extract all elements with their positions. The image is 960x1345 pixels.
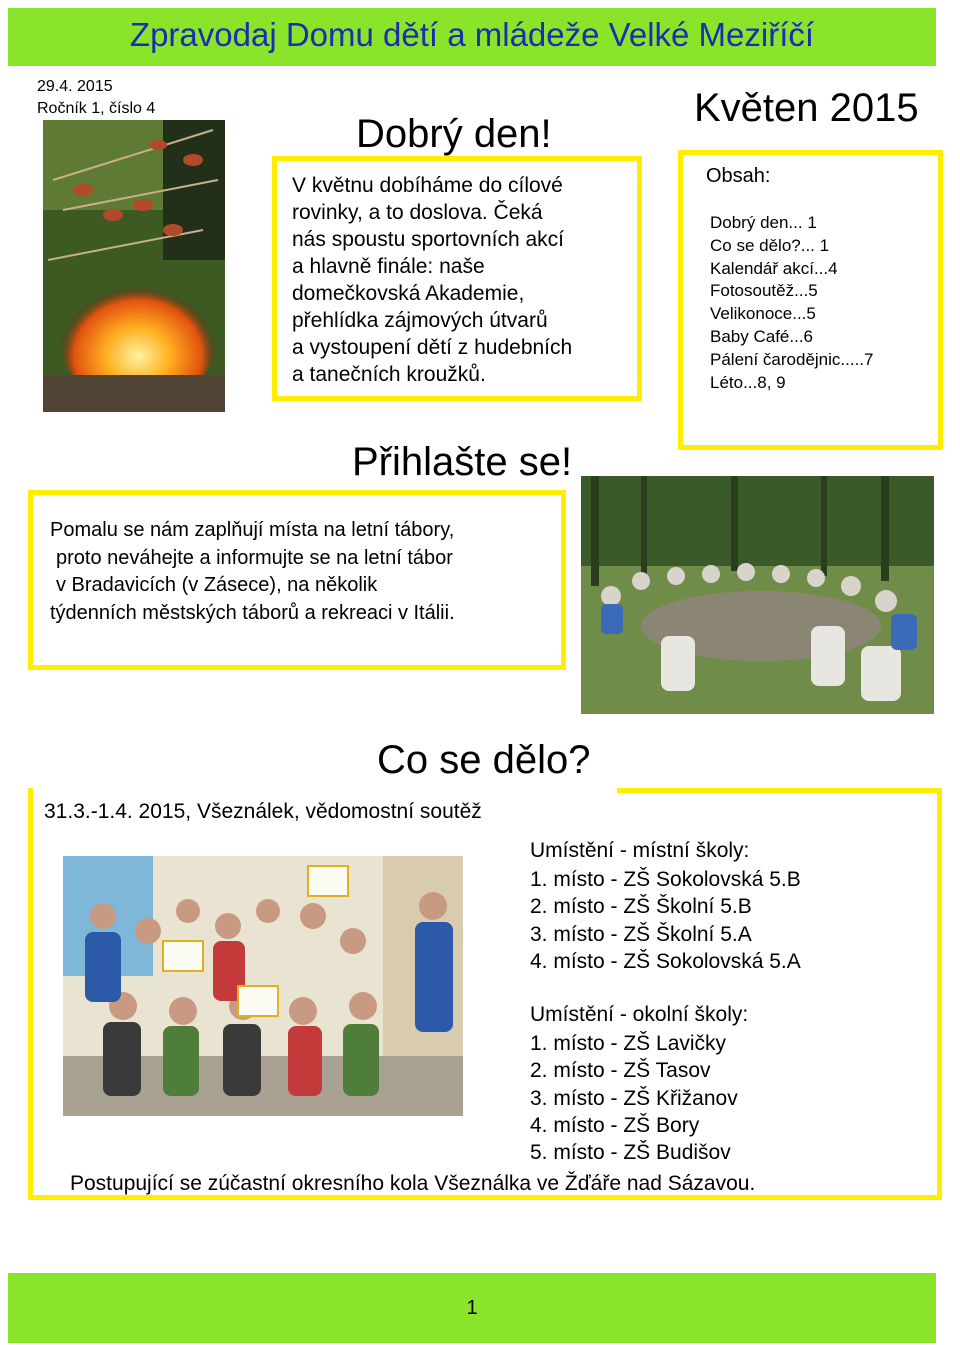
intro-line: rovinky, a to doslova. Čeká	[292, 201, 543, 224]
intro-heading: Dobrý den!	[356, 112, 552, 156]
result-item: 2. místo - ZŠ Tasov	[530, 1059, 711, 1083]
toc-item[interactable]: Co se dělo?... 1	[710, 235, 830, 255]
intro-text	[292, 172, 572, 388]
signup-line: v Bradavicích (v Zásece), na několik	[56, 574, 378, 596]
toc-item[interactable]: Baby Café...6	[710, 326, 814, 346]
events-footer-note: Postupující se zúčastní okresního kola Všeználka ve Žďáře nad Sázavou.	[70, 1172, 756, 1195]
result-item: 4. místo - ZŠ Bory	[530, 1113, 700, 1137]
events-subheading: 31.3.-1.4. 2015, Všeználek, vědomostní soutěž	[44, 800, 482, 823]
result-item: 4. místo - ZŠ Sokolovská 5.A	[530, 949, 801, 973]
regional-results-list	[530, 1030, 738, 1166]
intro-line: a hlavně finále: naše	[292, 255, 485, 278]
result-item: 1. místo - ZŠ Sokolovská 5.B	[530, 868, 801, 891]
toc-item[interactable]: Fotosoutěž...5	[710, 281, 818, 301]
toc-item[interactable]: Pálení čarodějnic.....7	[710, 349, 874, 369]
toc-heading: Obsah:	[706, 165, 771, 187]
result-item: 1. místo - ZŠ Lavičky	[530, 1032, 727, 1055]
intro-line: přehlídka zájmových útvarů	[292, 309, 548, 332]
intro-line: a tanečních kroužků.	[292, 363, 486, 386]
toc-item[interactable]: Kalendář akcí...4	[710, 258, 838, 278]
result-item: 3. místo - ZŠ Křižanov	[530, 1086, 738, 1110]
local-results-title: Umístění - místní školy:	[530, 839, 750, 862]
toc-item[interactable]: Velikonoce...5	[710, 304, 816, 324]
intro-line: a vystoupení dětí z hudebních	[292, 336, 573, 359]
result-item: 5. místo - ZŠ Budišov	[530, 1141, 731, 1165]
issue-date: 29.4. 2015	[37, 78, 113, 95]
result-item: 2. místo - ZŠ Školní 5.B	[530, 895, 752, 919]
month-heading: Květen 2015	[694, 86, 919, 130]
header-banner	[8, 8, 936, 66]
toc-list	[710, 212, 873, 394]
campfire-photo	[43, 120, 225, 412]
intro-line: V květnu dobíháme do cílové	[292, 174, 563, 197]
footer-banner	[8, 1273, 936, 1343]
result-item: 3. místo - ZŠ Školní 5.A	[530, 922, 752, 946]
toc-item[interactable]: Dobrý den... 1	[710, 213, 817, 232]
signup-line: Pomalu se nám zaplňují místa na letní tábory,	[50, 519, 455, 541]
signup-heading: Přihlašte se!	[352, 440, 573, 484]
local-results-list	[530, 866, 801, 975]
intro-line: nás spoustu sportovních akcí	[292, 228, 564, 251]
toc-item[interactable]: Léto...8, 9	[710, 372, 786, 392]
intro-line: domečkovská Akademie,	[292, 282, 525, 305]
page-number: 1	[466, 1297, 478, 1319]
events-box-top-border	[617, 788, 942, 793]
signup-line: týdenních městských táborů a rekreaci v Itálii.	[50, 601, 455, 624]
signup-line: proto neváhejte a informujte se na letní tábor	[56, 546, 453, 569]
newsletter-title: Zpravodaj Domu dětí a mládeže Velké Meziříčí	[129, 16, 815, 53]
issue-number: Ročník 1, číslo 4	[37, 100, 156, 117]
camp-photo	[581, 476, 934, 714]
quiz-group-photo	[63, 856, 463, 1116]
signup-text	[50, 517, 455, 627]
events-heading: Co se dělo?	[377, 738, 591, 782]
regional-results-title: Umístění - okolní školy:	[530, 1003, 749, 1026]
